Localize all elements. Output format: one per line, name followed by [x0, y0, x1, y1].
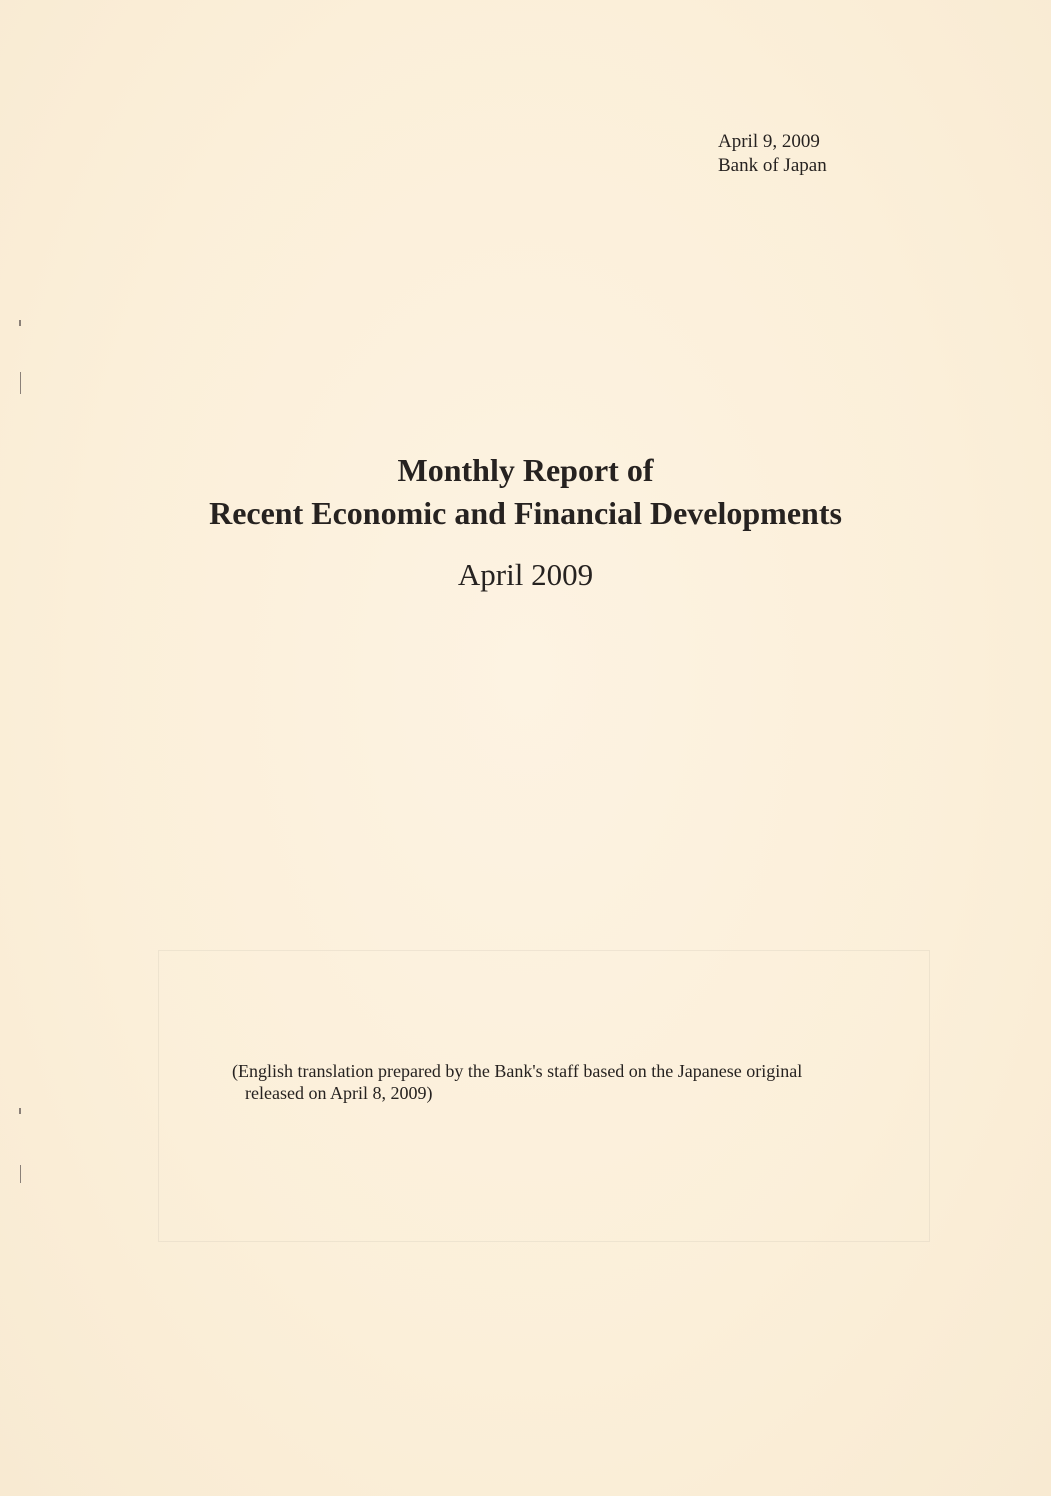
- page-title-line-2: Recent Economic and Financial Developments: [209, 495, 842, 531]
- binding-mark: [20, 1165, 21, 1183]
- binding-mark: [19, 320, 21, 326]
- translation-note-line-1: (English translation prepared by the Bank's staff based on the Japanese original: [232, 1061, 803, 1081]
- page-title-line-1: Monthly Report of: [397, 452, 654, 488]
- binding-mark: [19, 1108, 21, 1114]
- organization-name: Bank of Japan: [718, 155, 827, 176]
- report-date: April 9, 2009: [718, 131, 820, 152]
- report-period: April 2009: [457, 557, 594, 592]
- translation-note-line-2: released on April 8, 2009): [245, 1083, 433, 1103]
- binding-mark: [20, 372, 21, 394]
- translation-note: [232, 1060, 802, 1104]
- header-block: [718, 130, 827, 178]
